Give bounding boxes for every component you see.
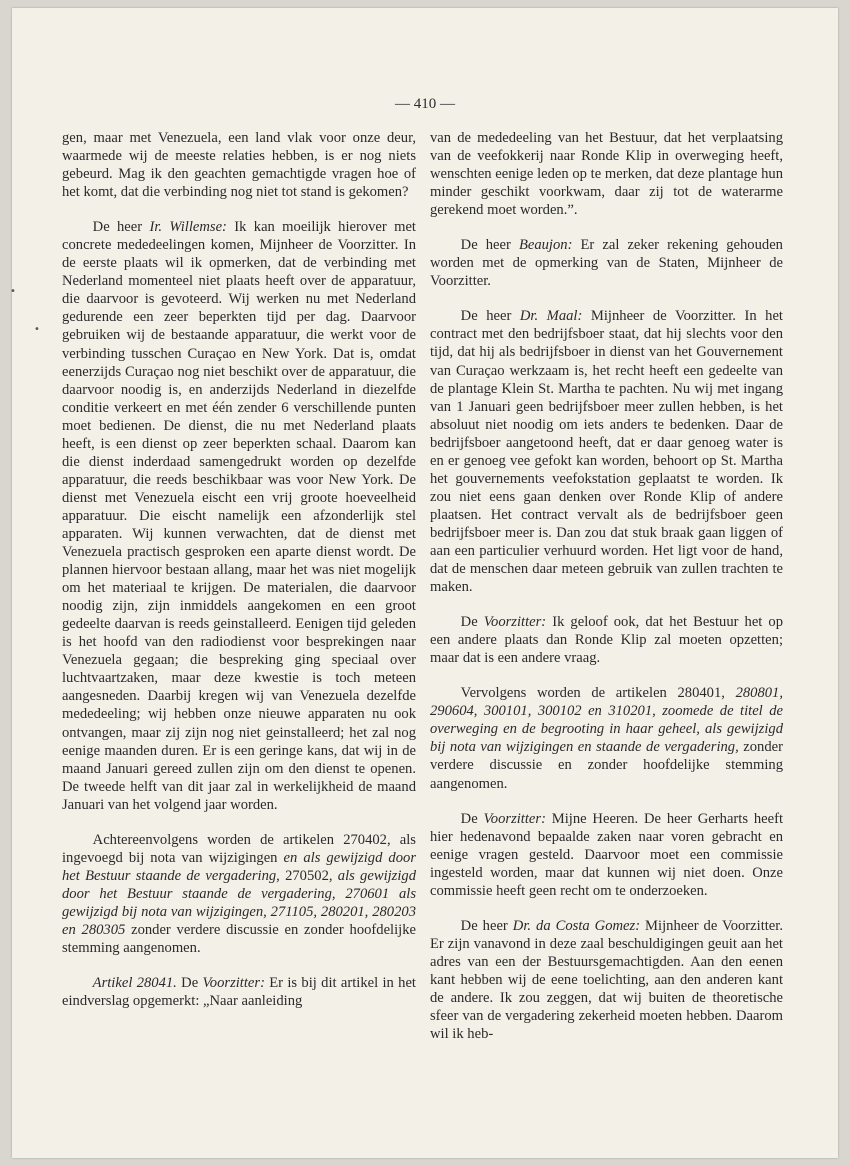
speaker-name: Beaujon: <box>518 237 573 254</box>
paragraph: De heer Beaujon: Er zal zeker rekening gehouden worden met de opmerking van de Staten, Mijnheer de Voorzitter. <box>430 237 783 290</box>
margin-dot: • <box>10 286 16 297</box>
speaker-name: Voorzitter: <box>483 614 547 631</box>
speaker-name: Ir. Willemse: <box>149 219 227 236</box>
article-heading: Artikel 28041. <box>92 975 177 992</box>
paragraph: gen, maar met Venezuela, een land vlak voor onze deur, waarmede wij de meeste relaties hebben, is er nog niets gebeurd. Mag ik den geachten gemachtigde vragen hoe of het komt, dat die verbinding nog niet tot stand is gekomen? <box>62 130 416 201</box>
paragraph: De heer Dr. Maal: Mijnheer de Voorzitter. In het contract met den bedrijfsboer staat, dat hij slechts voor den tijd, dat hij als bedrijfsboer in dienst van het Gouvernement van Curaçao werkzaam is, het recht heeft een gedeelte van de plantage Klein St. Martha te pachten. Nu wij met ingang van 1 Januari geen bedrijfsboer meer zullen hebben, is het absoluut niet noodig om iets anders te bedenken. Daar de bedrijfsboer aangetoond heeft, dat er daar genoeg water is en er genoeg vee gefokt kan worden, behoort op St. Martha het gouvernements veefokstation geplaatst te worden. Ik zou niet eens gaan denken over Ronde Klip of andere plaatsen. Het contract vervalt als de bedrijfsboer geen bedrijfsboer meer is. Dan zou dat stuk braak gaan liggen of aan een particulier verhuurd worden. Het ligt voor de hand, dat de menschen daar meteen gebruik van zullen trachten te maken. <box>430 308 783 596</box>
paragraph: De Voorzitter: Mijne Heeren. De heer Gerharts heeft hier hedenavond bepaalde zaken naar voren gebracht en eenige vragen gesteld. Daarvoor moet een commissie ingesteld worden, maar dat kunnen wij niet doen. Onze commissie heeft geen recht om te onderzoeken. <box>430 810 783 899</box>
speaker-name: Voorzitter: <box>202 975 265 992</box>
paragraph: Artikel 28041. De Voorzitter: Er is bij dit artikel in het eindverslag opgemerkt: „Naar aanleiding <box>62 975 416 1010</box>
speaker-name: Dr. da Costa Gomez: <box>512 917 641 934</box>
page-number: — 410 — <box>395 96 455 112</box>
document-page <box>12 8 838 1158</box>
paragraph: De heer Ir. Willemse: Ik kan moeilijk hierover met concrete mededeelingen komen, Mijnheer de Voorzitter. In de eerste plaats wil ik opmerken, dat de verbinding met Nederland momenteel niet plaats heeft over de apparatuur, die daarvoor is gevoteerd. Wij werken nu met Nederland gedurende een zeer beperkten tijd per dag. Daarvoor gebruiken wij de bestaande apparatuur, die werkt voor de verbinding tusschen Curaçao en New York. Dat is, omdat eenerzijds Curaçao nog niet beschikt over de apparatuur, die daarvoor noodig is, en anderzijds Nederland in diezelfde conditie verkeert en met één zender 6 verschillende punten moet bedienen. De dienst, die nu met Nederland plaats heeft, is een dienst op zeer beperkten schaal. Daarom kan die dienst inderdaad samengedrukt worden op dezelfde apparatuur, die reeds beschikbaar was voor New York. De dienst met Venezuela eischt een vrij groote hoeveelheid apparatuur. Die eischt namelijk een afzonderlijk stel apparaten. Wij kunnen verwachten, dat de dienst met Venezuela practisch gesproken een aparte dienst wordt. De plannen hiervoor bestaan allang, maar het was niet mogelijk om het materiaal te krijgen. De materialen, die daarvoor noodig zijn, zijn inmiddels aangekomen en een groot gedeelte daarvan is reeds geinstalleerd. Eenigen tijd geleden is het hoofd van den radiodienst voor besprekingen naar Venezuela gegaan; die bespreking ging speciaal over luchtvaartzaken, maar deze kwestie is toch meteen aangesneden. Daarbij kregen wij van Venezuela dezelfde mededeeling; wij hebben onze nieuwe apparaten nu ook ontvangen, maar zij zijn nog niet geinstalleerd; het zal nog eenige maanden duren. Er is een geringe kans, dat wij in de maand Januari gereed zullen zijn om den dienst te openen. De tweede helft van dit jaar zal in werkelijkheid de maand Januari van het volgend jaar worden. <box>62 219 416 813</box>
paragraph: van de mededeeling van het Bestuur, dat het verplaatsing van de veefokkerij naar Ronde Klip in overweging heeft, wenschten eenige leden op te merken, dat deze plantage hun minder geschikt voorkwam, daar zij tot de waterarme gerekend moet worden.”. <box>430 130 783 219</box>
paragraph: Achtereenvolgens worden de artikelen 270402, als ingevoegd bij nota van wijzigingen en als gewijzigd door het Bestuur staande de vergadering, 270502, als gewijzigd door het Bestuur staande de vergadering, 270601 als gewijzigd bij nota van wijzigingen, 271105, 280201, 280203 en 280305 zonder verdere discussie en zonder hoofdelijke stemming aangenomen. <box>62 831 417 957</box>
speaker-name: Dr. Maal: <box>519 308 583 325</box>
margin-dot: • <box>34 324 40 335</box>
paragraph: De heer Dr. da Costa Gomez: Mijnheer de Voorzitter. Er zijn vanavond in deze zaal beschuldigingen geuit aan het adres van een der Bestuursgemachtigden. Aan den eenen kant hebben wij de eene toelichting, aan den anderen kant de andere. Ik zou zeggen, dat wij buiten de theoretische sfeer van de vergadering zekerheid moeten hebben. Daarom wil ik heb- <box>430 917 783 1043</box>
paragraph: Vervolgens worden de artikelen 280401, 280801, 290604, 300101, 300102 en 310201, zoomede de titel de overweging en de begrooting in haar geheel, als gewijzigd bij nota van wijzigingen en staande de vergadering, zonder verdere discussie en zonder hoofdelijke stemming aangenomen. <box>430 685 783 792</box>
left-column <box>62 129 416 1027</box>
right-column <box>430 129 783 1060</box>
paragraph: De Voorzitter: Ik geloof ook, dat het Bestuur het op een andere plaats dan Ronde Klip zal moeten opzetten; maar dat is een andere vraag. <box>430 614 783 667</box>
speaker-name: Voorzitter: <box>483 810 546 827</box>
